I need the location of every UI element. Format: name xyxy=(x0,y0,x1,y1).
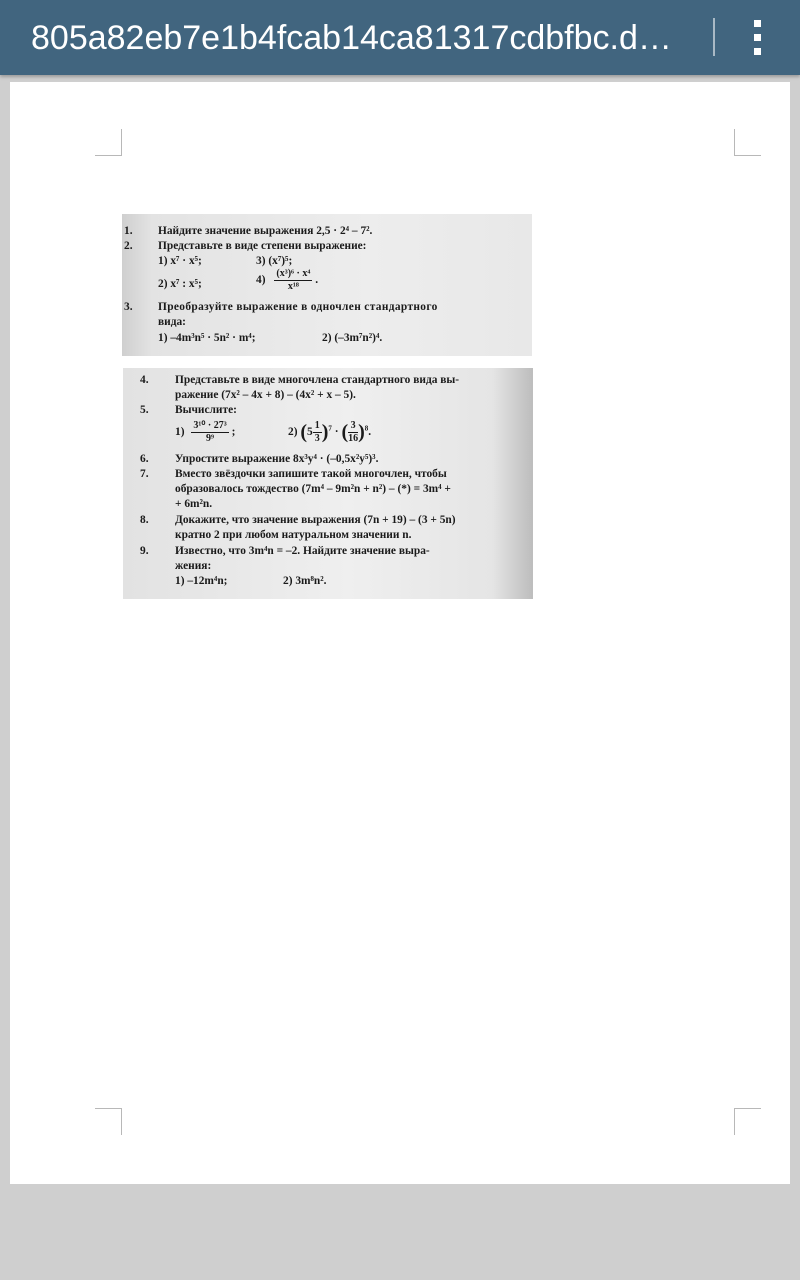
task-5-item-2: 2) (5 $\frac{1}{3}$ )$^7$ · ( $\frac{3}{16}$ )$^8$. xyxy=(288,420,372,444)
task-number: 5. xyxy=(140,404,149,416)
menu-dot xyxy=(754,20,761,27)
fraction-numerator: 3 xyxy=(348,420,358,433)
fraction xyxy=(274,268,312,293)
task-number: 2. xyxy=(124,240,133,252)
task-7-line1: Вместо звёздочки запишите такой многочлен, чтобы xyxy=(175,468,447,480)
paren: ( xyxy=(341,420,349,443)
task-3-item-2: 2) (–3m⁷n²)⁴. xyxy=(322,332,383,344)
fraction xyxy=(348,420,358,445)
whole-part: 5 xyxy=(307,426,313,439)
menu-dot xyxy=(754,34,761,41)
task-5-text: Вычислите: xyxy=(175,404,237,416)
task-4-line2: ражение (7x² – 4x + 8) – (4x² + x – 5). xyxy=(175,389,356,401)
fraction-numerator: 3¹⁰ · 27³ xyxy=(193,420,227,431)
fraction-denominator: 16 xyxy=(348,433,359,444)
fraction-denominator: 3 xyxy=(314,433,320,444)
scanned-image-tasks-4-9 xyxy=(123,368,533,599)
fraction-numerator: 1 xyxy=(314,420,320,431)
exponent: 8 xyxy=(364,424,369,433)
document-page[interactable] xyxy=(10,82,790,1184)
item-suffix: ; xyxy=(231,426,236,439)
scanned-image-tasks-1-3 xyxy=(122,214,532,356)
task-2-item-1: 1) x⁷ · x⁵; xyxy=(158,255,202,267)
menu-dot xyxy=(754,48,761,55)
task-number: 8. xyxy=(140,514,149,526)
task-3-text-line2: вида: xyxy=(158,316,186,328)
task-9-line1: Известно, что 3m⁴n = –2. Найдите значение выра- xyxy=(175,545,430,557)
task-9-line2: жения: xyxy=(175,560,212,572)
fraction-denominator: 9⁹ xyxy=(206,433,215,444)
task-8-line2: кратно 2 при любом натуральном значении n. xyxy=(175,529,412,541)
task-number: 9. xyxy=(140,545,149,557)
task-1-text: Найдите значение выражения 2,5 · 2⁴ – 7². xyxy=(158,225,373,237)
page-corner-mark xyxy=(95,1108,122,1135)
item-prefix: 4) xyxy=(256,274,266,287)
page-corner-mark xyxy=(734,1108,761,1135)
task-2-item-4 xyxy=(256,268,318,293)
dot-operator: · xyxy=(334,426,339,439)
fraction-numerator: (x³)⁶ · x⁴ xyxy=(276,268,311,279)
item-prefix: 2) xyxy=(288,426,298,439)
page-corner-mark xyxy=(95,129,122,156)
task-2-item-2: 2) x⁷ : x⁵; xyxy=(158,278,202,290)
paren: ( xyxy=(300,420,308,443)
task-9-item-1: 1) –12m⁴n; xyxy=(175,575,228,587)
task-number: 6. xyxy=(140,453,149,465)
task-6-text: Упростите выражение 8x³y⁴ · (–0,5x²y⁵)³. xyxy=(175,453,379,465)
page-corner-mark xyxy=(734,129,761,156)
paren: ) xyxy=(321,420,329,443)
task-number: 1. xyxy=(124,225,133,237)
app-bar xyxy=(0,0,800,75)
paren: ) xyxy=(358,420,365,443)
item-suffix: . xyxy=(315,274,319,287)
task-3-item-1: 1) –4m³n⁵ · 5n² · m⁴; xyxy=(158,332,256,344)
task-9-item-2: 2) 3m⁸n². xyxy=(283,575,327,587)
task-5-item-1 xyxy=(175,420,235,445)
task-2-text: Представьте в виде степени выражение: xyxy=(158,240,367,252)
task-7-line3: + 6m²n. xyxy=(175,498,213,510)
task-number: 7. xyxy=(140,468,149,480)
task-4-line1: Представьте в виде многочлена стандартного вида вы- xyxy=(175,374,460,386)
document-title: 805a82eb7e1b4fcab14ca81317cdbfbc.d… xyxy=(31,19,672,57)
fraction-denominator: x¹⁸ xyxy=(287,281,299,292)
fraction xyxy=(191,420,228,445)
task-2-item-3: 3) (x⁷)⁵; xyxy=(256,255,293,267)
fraction xyxy=(313,420,322,445)
task-3-text-line1: Преобразуйте выражение в одночлен стандартного xyxy=(158,301,438,313)
item-prefix: 1) xyxy=(175,426,185,439)
task-number: 4. xyxy=(140,374,149,386)
task-7-line2: образовалось тождество (7m⁴ – 9m²n + n²) – (*) = 3m⁴ + xyxy=(175,483,451,495)
app-bar-divider xyxy=(713,18,715,56)
task-number: 3. xyxy=(124,301,133,313)
exponent: 7 xyxy=(328,424,332,433)
more-vert-icon[interactable] xyxy=(740,14,776,62)
task-8-line1: Докажите, что значение выражения (7n + 19) – (3 + 5n) xyxy=(175,514,456,526)
